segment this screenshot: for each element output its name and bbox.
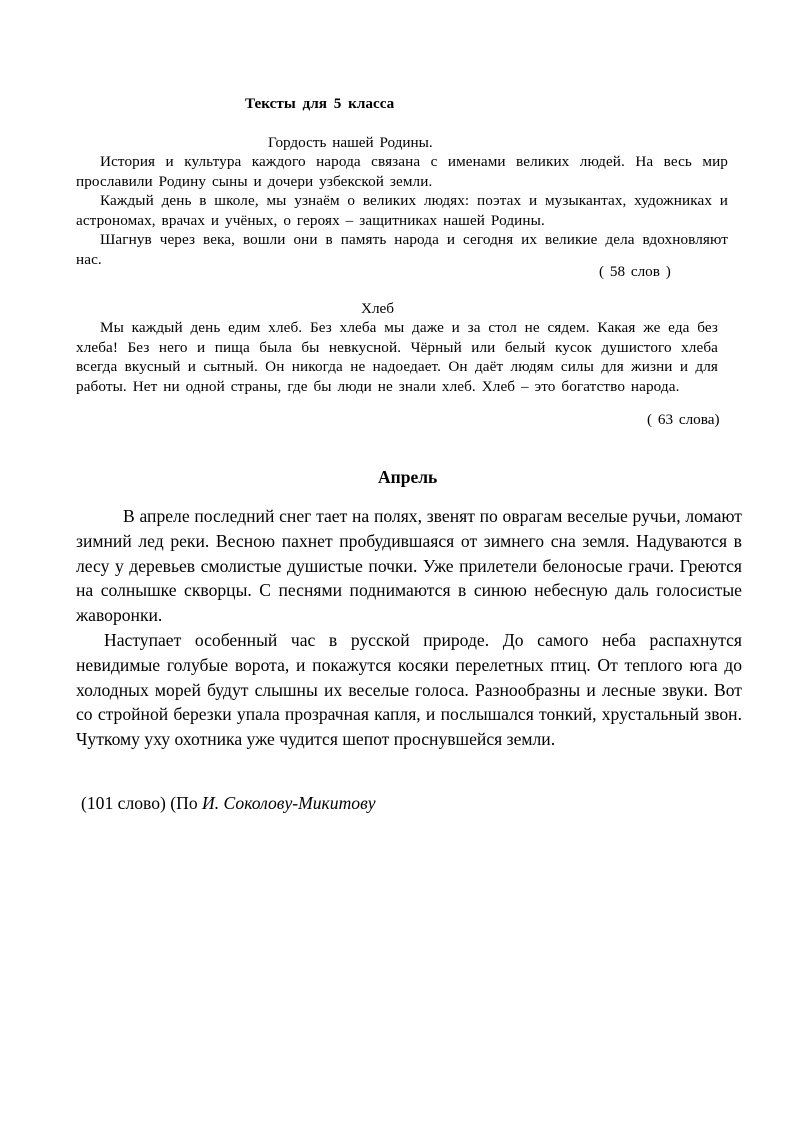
document-title: Тексты для 5 класса: [245, 95, 395, 112]
text2-title: Хлеб: [361, 300, 395, 317]
text1-paragraph: Каждый день в школе, мы узнаём о великих людях: поэтах и музыкантах, художниках и астрономах, врачах и учёных, о героях – защитниках нашей Родины.: [76, 192, 728, 229]
text2-body: [76, 318, 718, 396]
text3-author: И. Соколову-Микитову: [202, 793, 376, 813]
text3-word-count: (101 слово) (По: [81, 793, 203, 813]
text3-source: [81, 792, 376, 814]
text3-paragraph-1: В апреле последний снег тает на полях, звенят по оврагам веселые ручьи, ломают зимний лед реки. Весною пахнет пробудившаяся от зимнего сна земля. Надуваются в лесу у деревьев смолистые душистые почки. Уже прилетели белоносые грачи. Греются на солнышке скворцы. С песнями поднимаются в синюю небесную даль голосистые жаворонки.: [76, 506, 742, 626]
text1-word-count: ( 58 слов ): [599, 263, 671, 280]
text1-paragraph: История и культура каждого народа связана с именами великих людей. На весь мир прославили Родину сыны и дочери узбекской земли.: [76, 153, 728, 190]
text1-body: [76, 152, 728, 269]
text3-title: Апрель: [378, 467, 438, 487]
text3-paragraph-2: Наступает особенный час в русской природе. До самого неба распахнутся невидимые голубые ворота, и покажутся косяки перелетных птиц. От теплого юга до холодных морей будут слышны их веселые голоса. Разнообразны и лесные звуки. Вот со стройной березки упала прозрачная капля, и послышался тонкий, хрустальный звон. Чуткому уху охотника уже чудится шепот проснувшейся земли.: [76, 629, 742, 750]
text2-paragraph: Мы каждый день едим хлеб. Без хлеба мы даже и за стол не сядем. Какая же еда без хлеба! Без него и пища была бы невкусной. Чёрный или белый кусок душистого хлеба всегда вкусный и сытный. Он никогда не надоедает. Он даёт людям силы для жизни и для работы. Нет ни одной страны, где бы люди не знали хлеб. Хлеб – это богатство народа.: [76, 319, 718, 395]
text1-title: Гордость нашей Родины.: [268, 134, 433, 151]
text1-paragraph: Шагнув через века, вошли они в память народа и сегодня их великие дела вдохновляют нас.: [76, 231, 728, 268]
text3-body: [76, 504, 742, 752]
text2-word-count: ( 63 слова): [647, 411, 720, 428]
